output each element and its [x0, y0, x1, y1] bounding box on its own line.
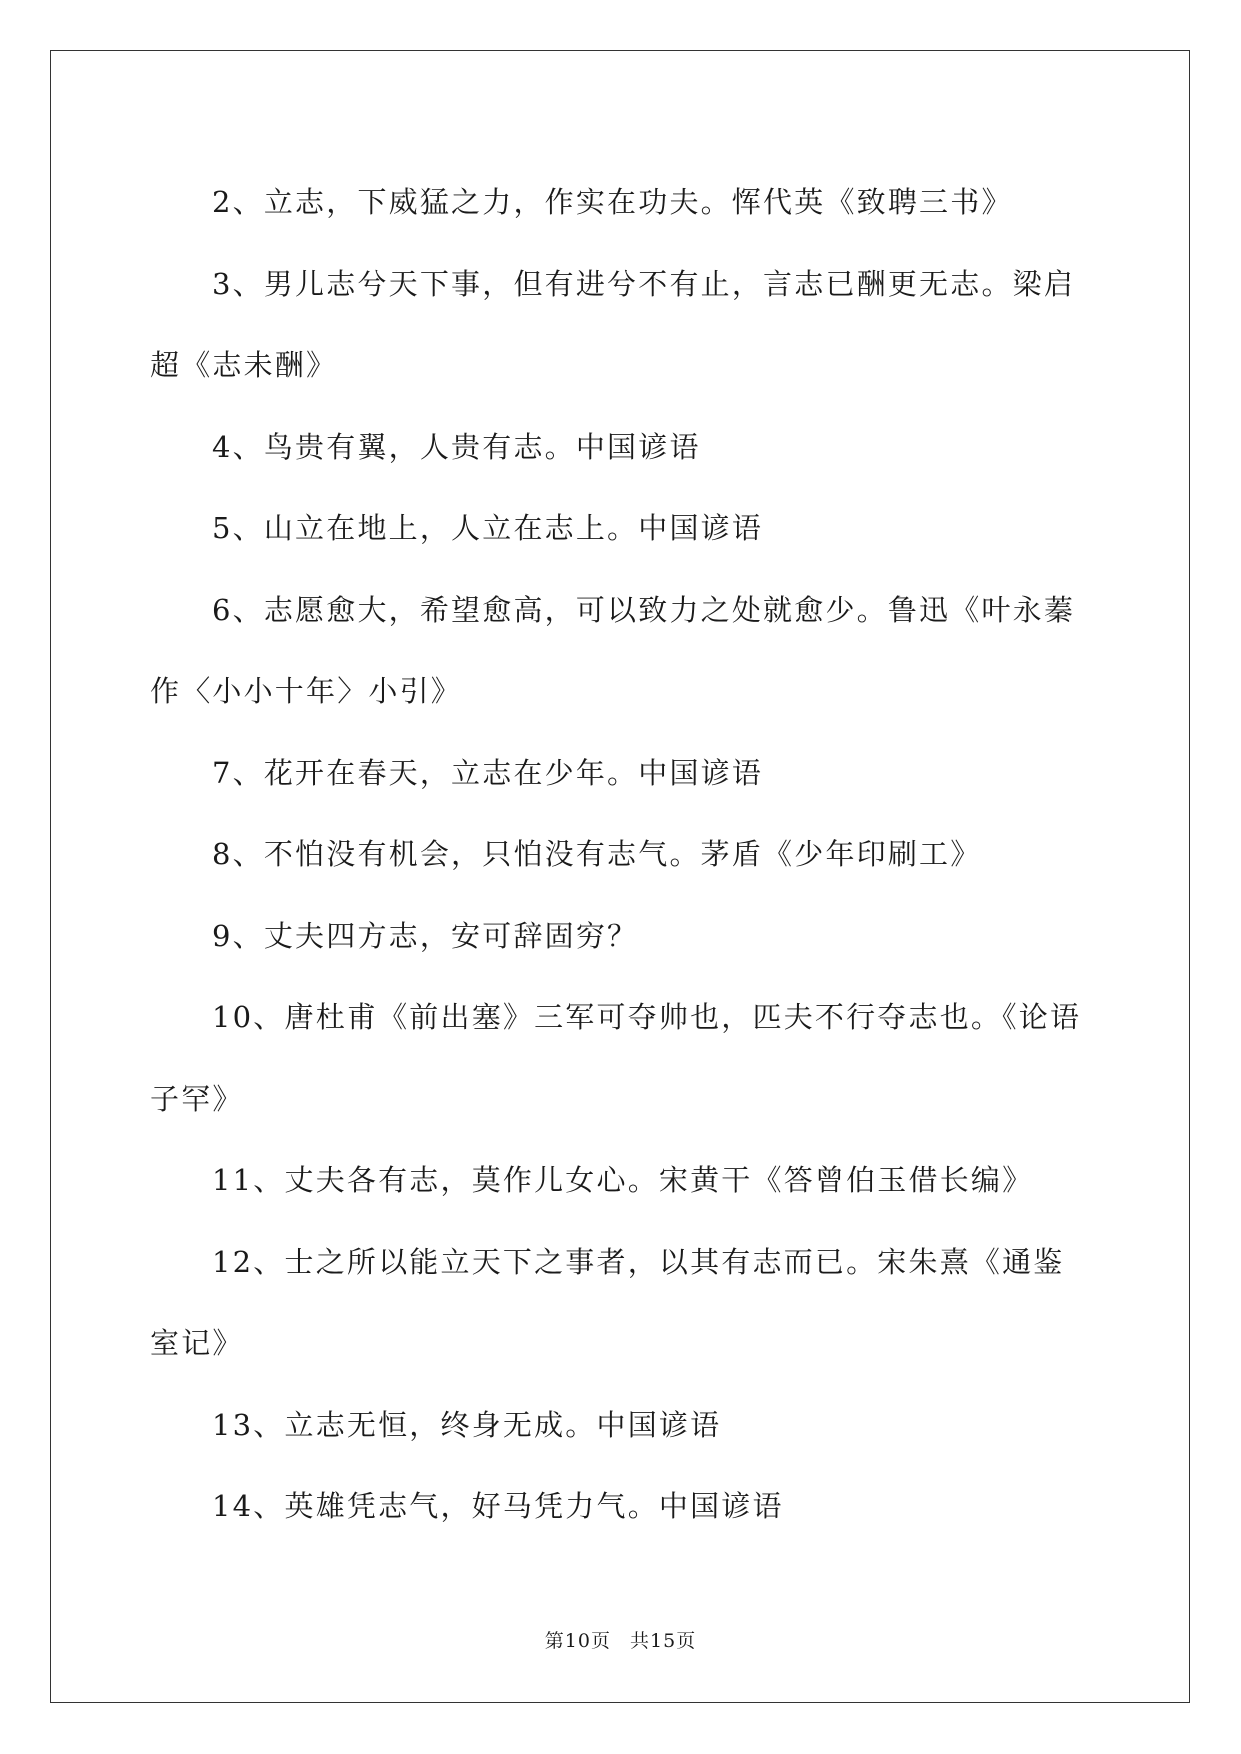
paragraph: 11、丈夫各有志，莫作儿女心。宋黄干《答曾伯玉借长编》 [212, 1163, 1034, 1197]
paragraph: 14、英雄凭志气，好马凭力气。中国谚语 [212, 1489, 784, 1523]
paragraph: 8、不怕没有机会，只怕没有志气。茅盾《少年印刷工》 [212, 837, 982, 871]
paragraph: 7、花开在春天，立志在少年。中国谚语 [212, 755, 764, 790]
total-page-count: 共15页 [630, 1630, 697, 1652]
paragraph: 10、唐杜甫《前出塞》三军可夺帅也，匹夫不行夺志也。《论语子罕》 [150, 1000, 1082, 1116]
paragraph: 12、士之所以能立天下之事者，以其有志而已。宋朱熹《通鉴室记》 [150, 1244, 1065, 1360]
paragraph: 5、山立在地上，人立在志上。中国谚语 [212, 511, 764, 545]
paragraph: 6、志愿愈大，希望愈高，可以致力之处就愈少。鲁迅《叶永蓁作〈小小十年〉小引》 [150, 592, 1076, 708]
paragraph: 4、鸟贵有翼，人贵有志。中国谚语 [212, 429, 701, 464]
document-body [150, 162, 1090, 1548]
paragraph: 9、丈夫四方志，安可辞固穷？ [212, 918, 639, 953]
current-page-number: 第10页 [544, 1630, 611, 1652]
paragraph: 2、立志，下威猛之力，作实在功夫。恽代英《致聘三书》 [212, 185, 1013, 219]
paragraph: 3、男儿志兮天下事，但有进兮不有止，言志已酬更无志。梁启超《志未酬》 [150, 266, 1076, 382]
paragraph: 13、立志无恒，终身无成。中国谚语 [212, 1407, 722, 1442]
page-footer [0, 1626, 1241, 1653]
